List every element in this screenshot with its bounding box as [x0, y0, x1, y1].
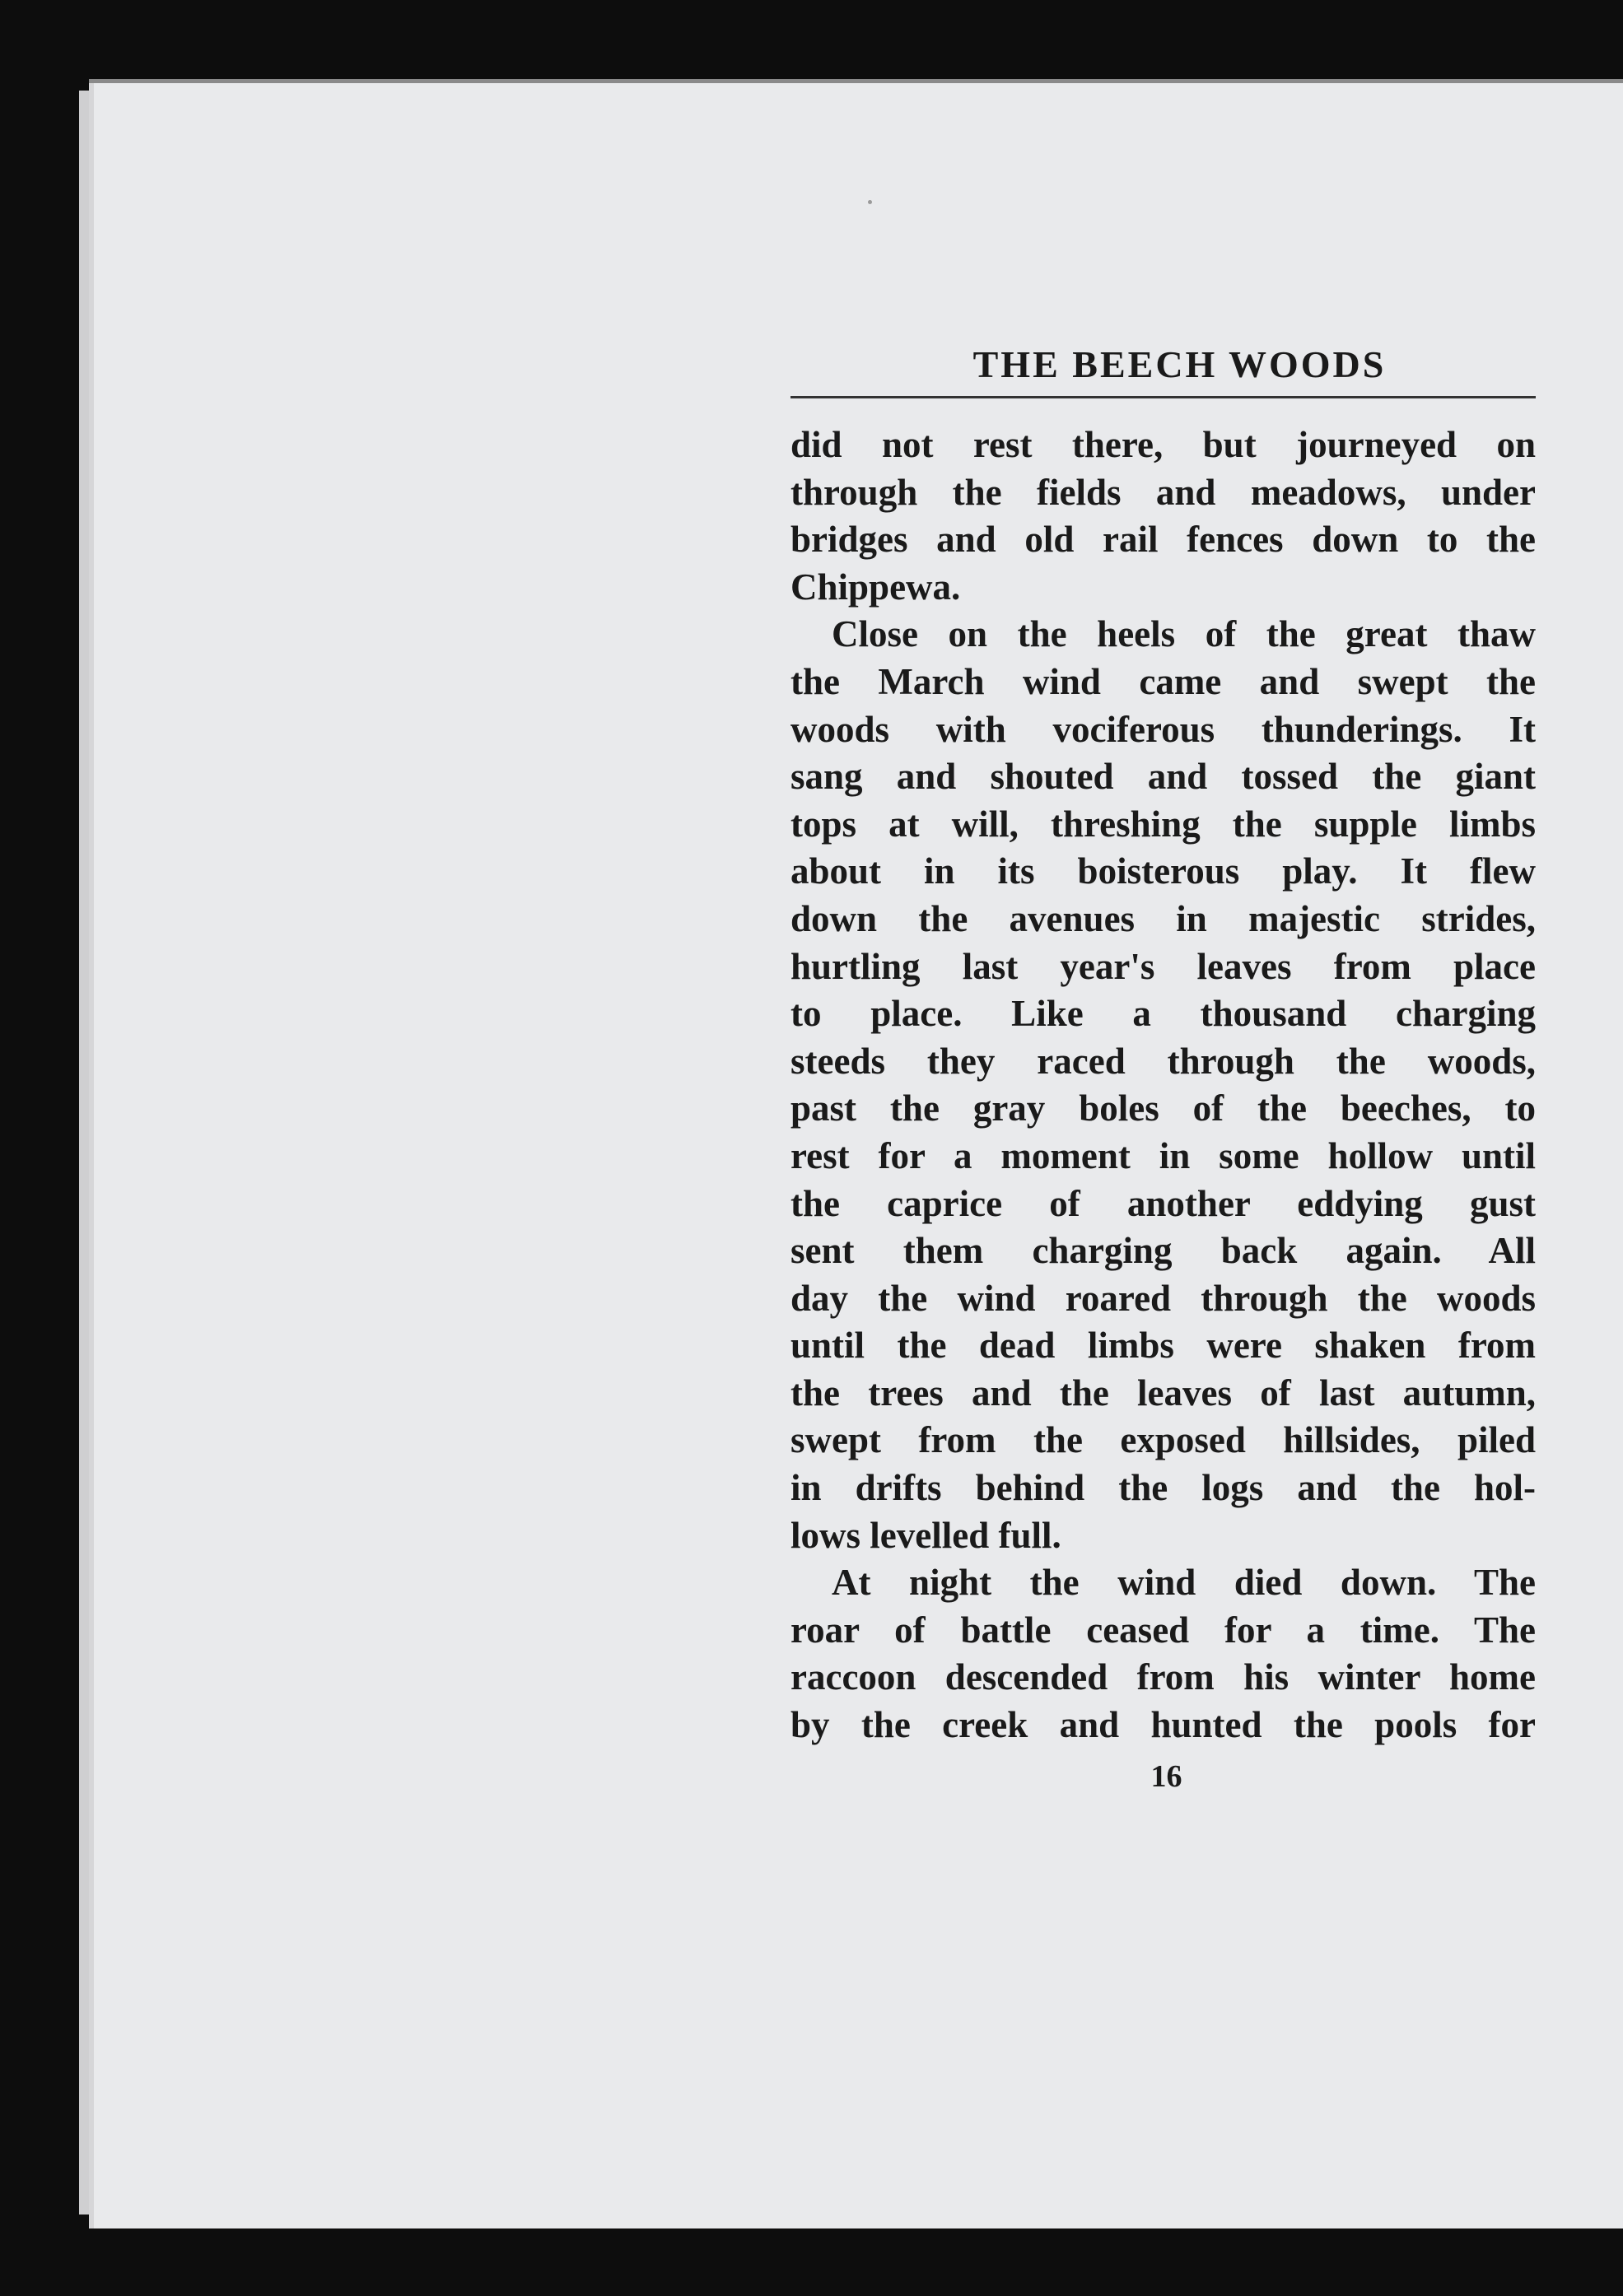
text-line: sent them charging back again. All [791, 1230, 1536, 1272]
text-line: did not rest there, but journeyed on [791, 424, 1536, 465]
text-line: lows levelled full. [791, 1514, 1061, 1556]
text-line: by the creek and hunted the pools for [791, 1704, 1536, 1746]
text-line: Chippewa. [791, 566, 961, 608]
text-line: woods with vociferous thunderings. It [791, 708, 1536, 750]
text-line: in drifts behind the logs and the hol- [791, 1467, 1536, 1509]
text-line: the trees and the leaves of last autumn, [791, 1372, 1536, 1413]
text-line: roar of battle ceased for a time. The [791, 1609, 1536, 1651]
text-line: to place. Like a thousand charging [791, 993, 1536, 1035]
text-line: about in its boisterous play. It flew [791, 850, 1536, 892]
text-line: through the fields and meadows, under [791, 471, 1536, 513]
text-line: until the dead limbs were shaken from [791, 1325, 1536, 1367]
text-line: sang and shouted and tossed the giant [791, 756, 1536, 798]
page-fold-edge [79, 91, 89, 2214]
text-line: down the avenues in majestic strides, [791, 897, 1536, 939]
text-line: steeds they raced through the woods, [791, 1040, 1536, 1082]
body-text [791, 421, 1536, 1749]
text-line: the caprice of another eddying gust [791, 1182, 1536, 1224]
text-line: rest for a moment in some hollow until [791, 1134, 1536, 1176]
text-block [791, 333, 1536, 1797]
text-line: Close on the heels of the great thaw [832, 613, 1536, 655]
text-line: swept from the exposed hillsides, piled [791, 1419, 1536, 1461]
text-line: day the wind roared through the woods [791, 1277, 1536, 1319]
text-line: hurtling last year's leaves from place [791, 945, 1536, 987]
text-line: the March wind came and swept the [791, 660, 1536, 702]
running-head-rule [791, 396, 1536, 398]
text-line: bridges and old rail fences down to the [791, 519, 1536, 561]
running-head: THE BEECH WOODS [972, 343, 1387, 385]
text-line: tops at will, threshing the supple limbs [791, 803, 1536, 845]
scan-speck [868, 200, 872, 204]
text-line: raccoon descended from his winter home [791, 1656, 1536, 1698]
page-number: 16 [1150, 1758, 1182, 1794]
text-line: past the gray boles of the beeches, to [791, 1087, 1536, 1129]
text-line: At night the wind died down. The [832, 1562, 1536, 1604]
